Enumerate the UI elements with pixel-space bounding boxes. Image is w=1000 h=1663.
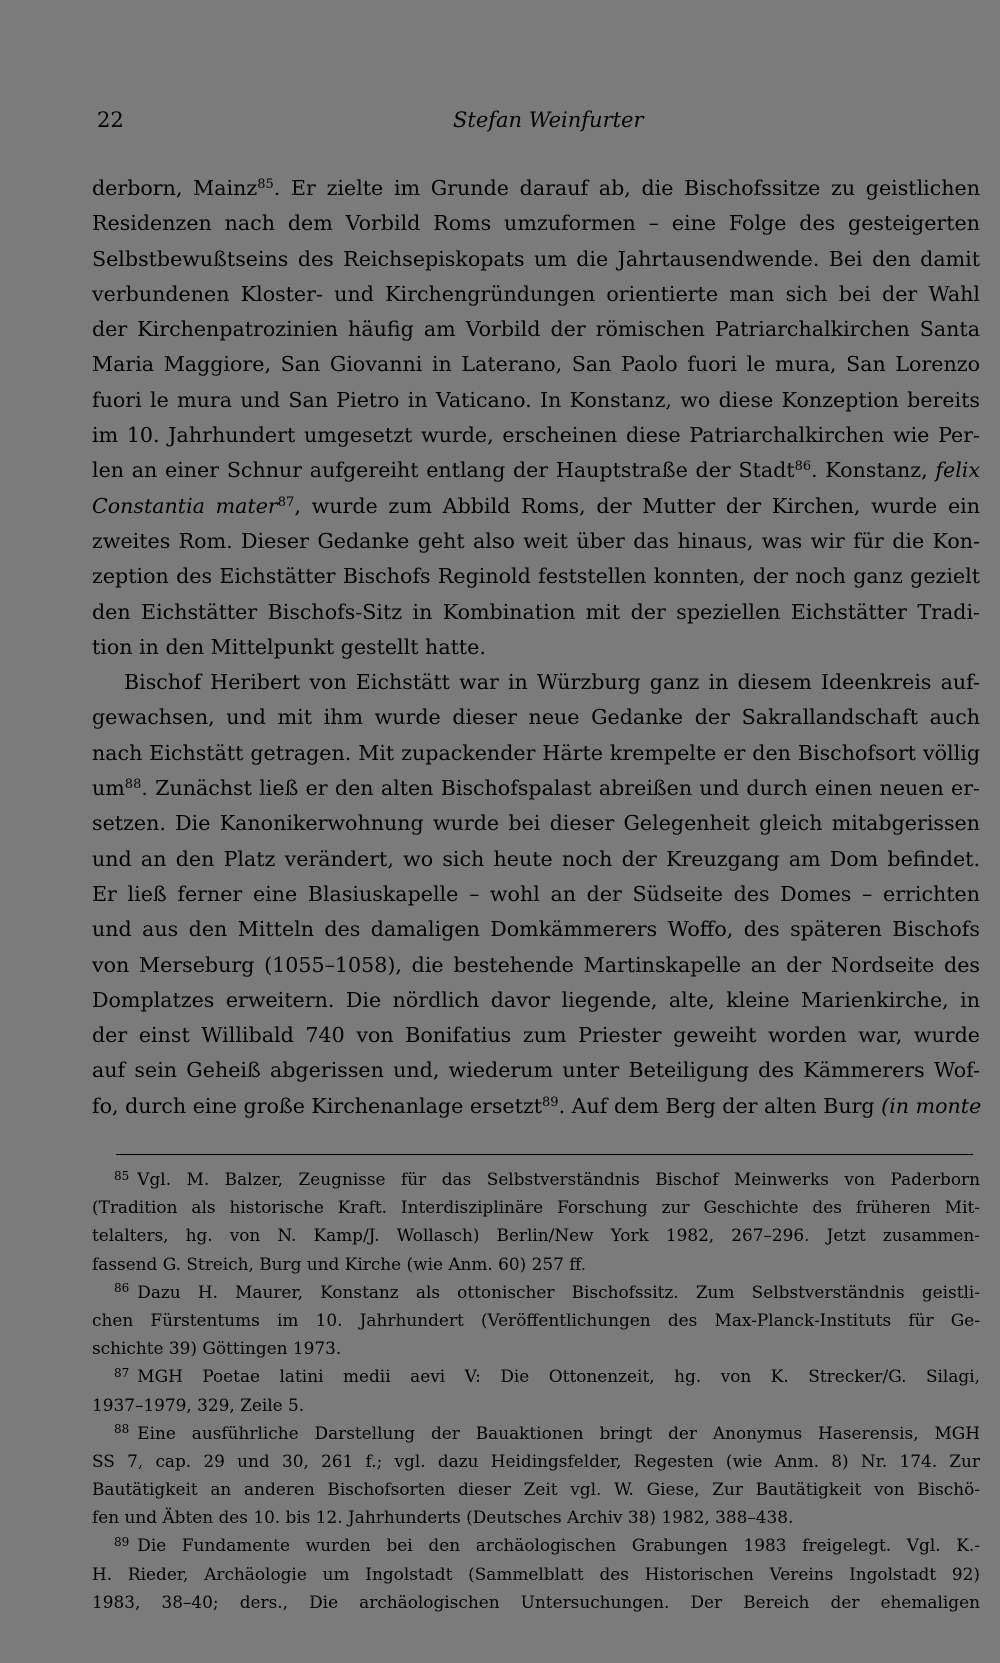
text-line: nach Eichstätt getragen. Mit zupackender Härte krempelte er den Bischofsort völlig xyxy=(92,740,980,765)
text-line: verbundenen Kloster- und Kirchengründungen orientierte man sich bei der Wahl xyxy=(92,281,980,306)
footnote-line: SS 7, cap. 29 und 30, 261 f.; vgl. dazu Heidingsfelder, Regesten (wie Anm. 8) Nr. 174. Zur xyxy=(92,1450,980,1471)
footnote-85: $^{85}$ Vgl. M. Balzer, Zeugnisse für das Selbstverständnis Bischof Meinwerks von Paderborn xyxy=(114,1168,980,1189)
footnote-line: chen Fürstentums im 10. Jahrhundert (Veröffentlichungen des Max-Planck-Instituts für Ge- xyxy=(92,1309,980,1330)
footnote-line: 1983, 38–40; ders., Die archäologischen Untersuchungen. Der Bereich der ehemaligen xyxy=(92,1591,980,1612)
text-line: und aus den Mitteln des damaligen Domkämmerers Woffo, des späteren Bischofs xyxy=(92,917,980,942)
text-line: setzen. Die Kanonikerwohnung wurde bei dieser Gelegenheit gleich mitabgerissen xyxy=(92,811,980,836)
footnote-ref-88[interactable]: 88 xyxy=(124,776,142,792)
text-line: der Kirchenpatrozinien häufig am Vorbild der römischen Patriarchalkirchen Santa xyxy=(92,317,980,342)
footnote-87: $^{87}$ MGH Poetae latini medii aevi V: Die Ottonenzeit, hg. von K. Strecker/G. Silagi, xyxy=(114,1365,980,1387)
page-number: 22 xyxy=(97,108,124,132)
footnote-line: telalters, hg. von N. Kamp/J. Wollasch) Berlin/New York 1982, 267–296. Jetzt zusammen- xyxy=(92,1225,980,1246)
page-header xyxy=(97,103,927,137)
footnote-ref-87[interactable]: 87 xyxy=(277,494,295,510)
text-line: fuori le mura und San Pietro in Vaticano. In Konstanz, wo diese Konzeption bereits xyxy=(92,387,980,412)
text-line: im 10. Jahrhundert umgesetzt wurde, erscheinen diese Patriarchalkirchen wie Per- xyxy=(92,423,980,448)
text-line: zweites Rom. Dieser Gedanke geht also weit über das hinaus, was wir für die Kon- xyxy=(92,528,980,553)
footnote-line: schichte 39) Göttingen 1973. xyxy=(92,1338,342,1359)
text-line: fo, durch eine große Kirchenanlage ersetzt$^{89}$. Auf dem Berg der alten Burg (in monte xyxy=(92,1093,982,1118)
footnote-86: $^{86}$ Dazu H. Maurer, Konstanz als ottonischer Bischofssitz. Zum Selbstverständnis geistli- xyxy=(114,1281,980,1302)
footnote-89: $^{89}$ Die Fundamente wurden bei den archäologischen Grabungen 1983 freigelegt. Vgl. K.- xyxy=(114,1535,980,1556)
text-line: Domplatzes erweitern. Die nördlich davor liegende, alte, kleine Marienkirche, in xyxy=(92,987,980,1012)
text-line: der einst Willibald 740 von Bonifatius zum Priester geweiht worden war, wurde xyxy=(92,1023,980,1048)
footnote-line: 1937–1979, 329, Zeile 5. xyxy=(92,1394,305,1415)
text-line: tion in den Mittelpunkt gestellt hatte. xyxy=(92,634,486,659)
footnotes xyxy=(92,1165,980,1616)
footnote-number: 85 xyxy=(114,1168,130,1183)
footnote-ref-89[interactable]: 89 xyxy=(542,1094,559,1110)
main-text xyxy=(92,171,980,1124)
text-line: auf sein Geheiß abgerissen und, wiederum unter Beteiligung des Kämmerers Wof- xyxy=(92,1058,980,1083)
footnote-number: 89 xyxy=(114,1535,130,1550)
text-line: derborn, Mainz$^{85}$. Er zielte im Grunde darauf ab, die Bischofssitze zu geistlichen xyxy=(92,176,981,200)
text-line: Er ließ ferner eine Blasiuskapelle – wohl an der Südseite des Domes – errichten xyxy=(92,881,980,906)
footnote-line: Bautätigkeit an anderen Bischofsorten dieser Zeit vgl. W. Giese, Zur Bautätigkeit von Bischö- xyxy=(92,1479,980,1500)
footnote-number: 88 xyxy=(114,1422,130,1437)
running-head: Stefan Weinfurter xyxy=(453,108,644,132)
footnote-line: (Tradition als historische Kraft. Interdisziplinäre Forschung zur Geschichte des früheren Mit- xyxy=(92,1197,980,1218)
footnote-line: fen und Äbten des 10. bis 12. Jahrhunderts (Deutsches Archiv 38) 1982, 388–438. xyxy=(92,1507,794,1528)
footnote-line: fassend G. Streich, Burg und Kirche (wie Anm. 60) 257 ff. xyxy=(92,1253,587,1274)
footnote-ref-86[interactable]: 86 xyxy=(794,459,812,475)
footnote-line: H. Rieder, Archäologie um Ingolstadt (Sammelblatt des Historischen Vereins Ingolstadt 92) xyxy=(92,1563,980,1584)
footnote-number: 86 xyxy=(114,1281,130,1296)
footnote-number: 87 xyxy=(114,1365,130,1380)
text-line: Residenzen nach dem Vorbild Roms umzuformen – eine Folge des gesteigerten xyxy=(92,211,980,236)
footnote-ref-85[interactable]: 85 xyxy=(257,176,274,192)
text-line: len an einer Schnur aufgereiht entlang der Hauptstraße der Stadt$^{86}$. Konstanz, felix xyxy=(92,458,980,483)
text-line: Bischof Heribert von Eichstätt war in Würzburg ganz in diesem Ideenkreis auf- xyxy=(124,670,980,695)
text-line: Maria Maggiore, San Giovanni in Laterano, San Paolo fuori le mura, San Lorenzo xyxy=(92,352,980,377)
text-line: zeption des Eichstätter Bischofs Reginold feststellen konnten, der noch ganz gezielt xyxy=(92,564,980,589)
text-line: gewachsen, und mit ihm wurde dieser neue Gedanke der Sakrallandschaft auch xyxy=(92,705,980,730)
footnote-divider xyxy=(116,1154,973,1155)
footnote-88: $^{88}$ Eine ausführliche Darstellung der Bauaktionen bringt der Anonymus Haserensis, MGH xyxy=(114,1422,980,1443)
text-line: $um^{88}$. Zunächst ließ er den alten Bischofspalast abreißen und durch einen neuen er- xyxy=(92,776,980,801)
text-line: Selbstbewußtseins des Reichsepiskopats um die Jahrtausendwende. Bei den damit xyxy=(92,246,980,271)
text-line: und an den Platz verändert, wo sich heute noch der Kreuzgang am Dom befindet. xyxy=(92,846,980,871)
text-line: den Eichstätter Bischofs-Sitz in Kombination mit der speziellen Eichstätter Tradi- xyxy=(92,599,980,624)
text-line: Constantia mater$^{87}$, wurde zum Abbild Roms, der Mutter der Kirchen, wurde ein xyxy=(92,493,980,518)
text-line: von Merseburg (1055–1058), die bestehende Martinskapelle an der Nordseite des xyxy=(92,952,980,977)
